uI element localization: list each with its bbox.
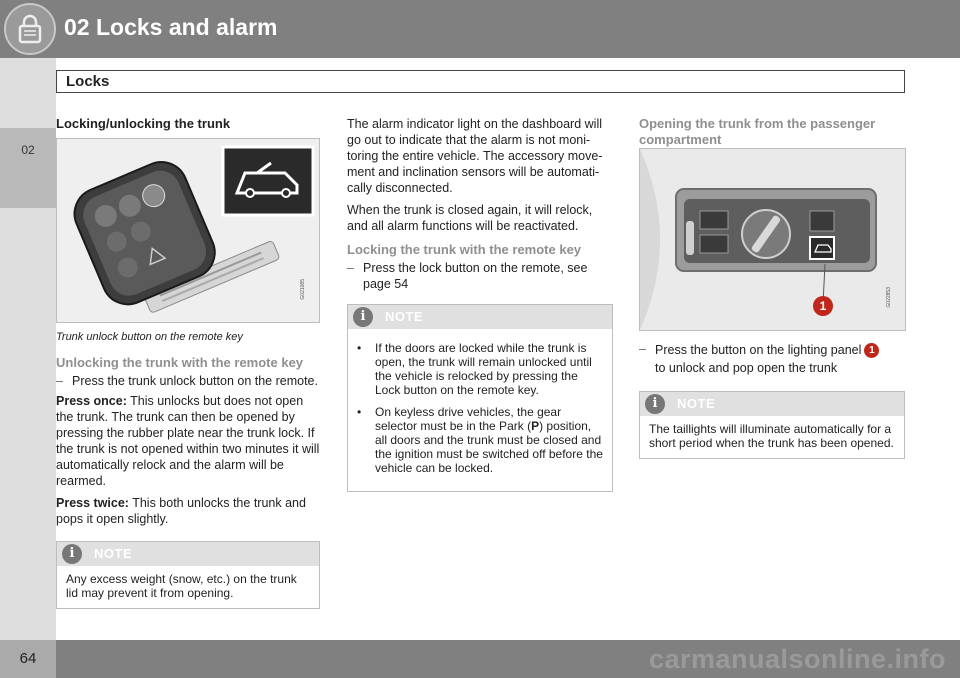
press-once-label: Press once: — [56, 394, 127, 408]
chapter-tab-label: 02 — [21, 143, 35, 157]
press-twice-paragraph — [56, 495, 320, 527]
note-box — [56, 541, 320, 609]
figure-id: G021085 — [300, 279, 306, 300]
heading-unlocking-with-remote: Unlocking the trunk with the remote key — [56, 355, 304, 370]
bullet-dot: • — [357, 405, 362, 419]
park-letter: P — [531, 419, 540, 433]
chapter-tab — [0, 128, 56, 208]
step-text: Press the trunk unlock button on the remote. — [72, 374, 318, 388]
heading-locking-with-remote: Locking the trunk with the remote key — [347, 242, 582, 257]
note-box — [347, 304, 613, 492]
note-header — [640, 392, 904, 416]
column-middle — [347, 116, 613, 492]
figure-caption: Trunk unlock button on the remote key — [56, 331, 243, 343]
info-icon: i — [62, 544, 82, 564]
step-text-b: to unlock and pop open the trunk — [655, 361, 838, 375]
step-text: Press the lock button on the remote, see page 54 — [363, 261, 588, 291]
step-item — [639, 341, 905, 377]
note-header — [348, 305, 612, 329]
info-icon: i — [645, 394, 665, 414]
heading-locking-unlocking-trunk: Locking/unlocking the trunk — [56, 116, 231, 131]
note-label: NOTE — [94, 546, 133, 561]
note-text: The taillights will illuminate automatically for a short period when the trunk has been opened. — [649, 422, 894, 450]
dash-marker: – — [639, 342, 646, 356]
remote-key-illustration — [57, 139, 319, 322]
press-once-text: This unlocks but does not open the trunk. The trunk can then be opened by pressing the rubber plate near the trunk lock. If the trunk is not opened within two minutes it will automatically relock and the alarm will be rearmed. — [56, 394, 320, 488]
press-once-paragraph — [56, 393, 320, 489]
press-twice-text: This both unlocks the trunk and pops it open slightly. — [56, 496, 306, 526]
remote-key-figure — [56, 138, 320, 323]
note-bullet — [357, 405, 604, 475]
dash-marker: – — [56, 374, 63, 388]
lighting-panel-figure — [639, 148, 906, 331]
note-label: NOTE — [385, 309, 424, 324]
lighting-panel-illustration — [640, 149, 905, 330]
relock-paragraph: When the trunk is closed again, it will relock, and all alarm functions will be reactivated. — [347, 203, 593, 233]
note-header — [57, 542, 319, 566]
step-text — [655, 341, 879, 377]
note-bullet-text — [375, 405, 604, 475]
watermark: carmanualsonline.info — [648, 644, 946, 674]
note-text: Any excess weight (snow, etc.) on the trunk lid may prevent it from opening. — [66, 572, 297, 600]
lock-icon — [4, 3, 56, 55]
note-bullet-text-b: ) position, all doors and the trunk must be closed and the ignition must be switched off before the vehicle can be locked. — [375, 419, 603, 475]
step-item — [56, 373, 320, 389]
note-bullet-text-a: On keyless drive vehicles, the gear selector must be in the Park ( — [375, 405, 562, 433]
callout-number: 1 — [819, 299, 827, 313]
column-right — [639, 116, 905, 459]
bullet-dot: • — [357, 341, 362, 355]
step-item — [347, 260, 613, 292]
info-icon: i — [353, 307, 373, 327]
page-number: 64 — [19, 650, 37, 667]
note-bullet-text: If the doors are locked while the trunk is open, the trunk will remain unlocked until the vehicle is relocked by pressing the Lock button on the remote key. — [375, 341, 592, 397]
heading-opening-from-passenger: Opening the trunk from the passenger compartment — [639, 116, 876, 147]
note-bullet — [357, 341, 604, 397]
press-twice-label: Press twice: — [56, 496, 129, 510]
dash-marker: – — [347, 261, 354, 275]
figure-id: G022853 — [886, 287, 892, 308]
alarm-paragraph: The alarm indicator light on the dashboard will go out to indicate that the alarm is not moni-toring the entire vehicle. The accessory move-ment and inclination sensors will be automati-cally disconnected. — [347, 117, 603, 195]
step-text-a: Press the button on the lighting panel — [655, 343, 862, 357]
column-left — [56, 116, 320, 609]
section-title-box — [56, 70, 905, 93]
note-body — [348, 329, 612, 491]
callout-marker: 1 — [864, 343, 879, 358]
note-label: NOTE — [677, 396, 716, 411]
note-box — [639, 391, 905, 459]
chapter-title: 02 Locks and alarm — [64, 14, 278, 40]
section-title: Locks — [66, 73, 110, 90]
